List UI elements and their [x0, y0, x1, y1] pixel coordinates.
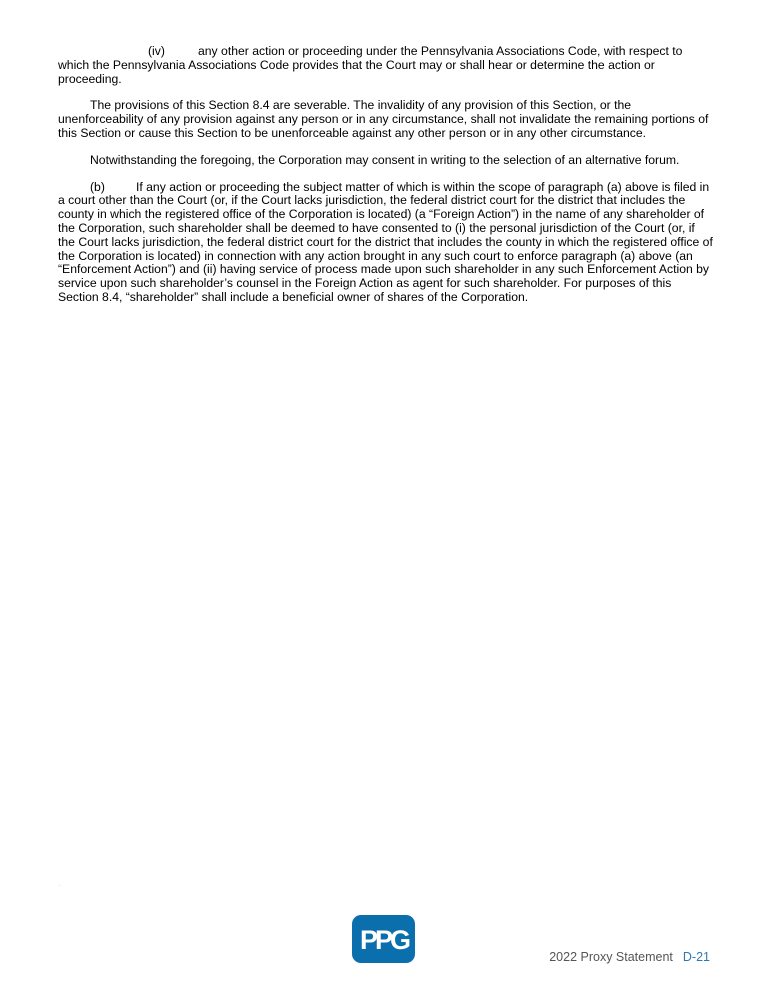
- ppg-logo-text: PPG: [359, 925, 408, 955]
- paragraph-consent: [58, 154, 714, 168]
- footer-dot: .: [59, 882, 61, 888]
- paragraph-b-label: (b): [90, 179, 105, 194]
- paragraph-iv: [58, 45, 714, 86]
- footer-statement: 2022 Proxy Statement: [549, 950, 673, 964]
- paragraph-severable: [58, 99, 714, 140]
- paragraph-iv-label: (iv): [148, 44, 165, 58]
- page-number: D-21: [682, 950, 710, 964]
- ppg-logo: [352, 915, 415, 963]
- paragraph-b: [58, 181, 714, 305]
- footer: [549, 950, 710, 964]
- document-body: [58, 45, 714, 318]
- paragraph-iv-text: any other action or proceeding under the Pennsylvania Associations Code, with respect to which the Pennsylvania Associations Code provides that the Court may or shall hear or determine the action or proceeding.: [58, 44, 683, 86]
- ppg-logo-icon: [358, 921, 410, 957]
- paragraph-b-text: If any action or proceeding the subject matter of which is within the scope of paragraph (a) above is filed in a court other than the Court (or, if the Court lacks jurisdiction, the federal district court for the district that includes the county in which the registered office of the Corporation is located) (a “Foreign Action”) in the name of any shareholder of the Corporation, such shareholder shall be deemed to have consented to (i) the personal jurisdiction of the Court (or, if the Court lacks jurisdiction, the federal district court for the district that includes the county in which the registered office of the Corporation is located) in connection with any action brought in any such court to enforce paragraph (a) above (an “Enforcement Action”) and (ii) having service of process made upon such shareholder in any such Enforcement Action by service upon such shareholder’s counsel in the Foreign Action as agent for such shareholder. For purposes of this Section 8.4, “shareholder” shall include a beneficial owner of shares of the Corporation.: [58, 179, 713, 304]
- paragraph-severable-text: The provisions of this Section 8.4 are severable. The invalidity of any provision of this Section, or the unenforceability of any provision against any person or in any circumstance, shall not invalidate the remaining portions of this Section or cause this Section to be unenforceable against any other person or in any other circumstance.: [58, 98, 709, 140]
- paragraph-consent-text: Notwithstanding the foregoing, the Corporation may consent in writing to the selection of an alternative forum.: [90, 152, 680, 167]
